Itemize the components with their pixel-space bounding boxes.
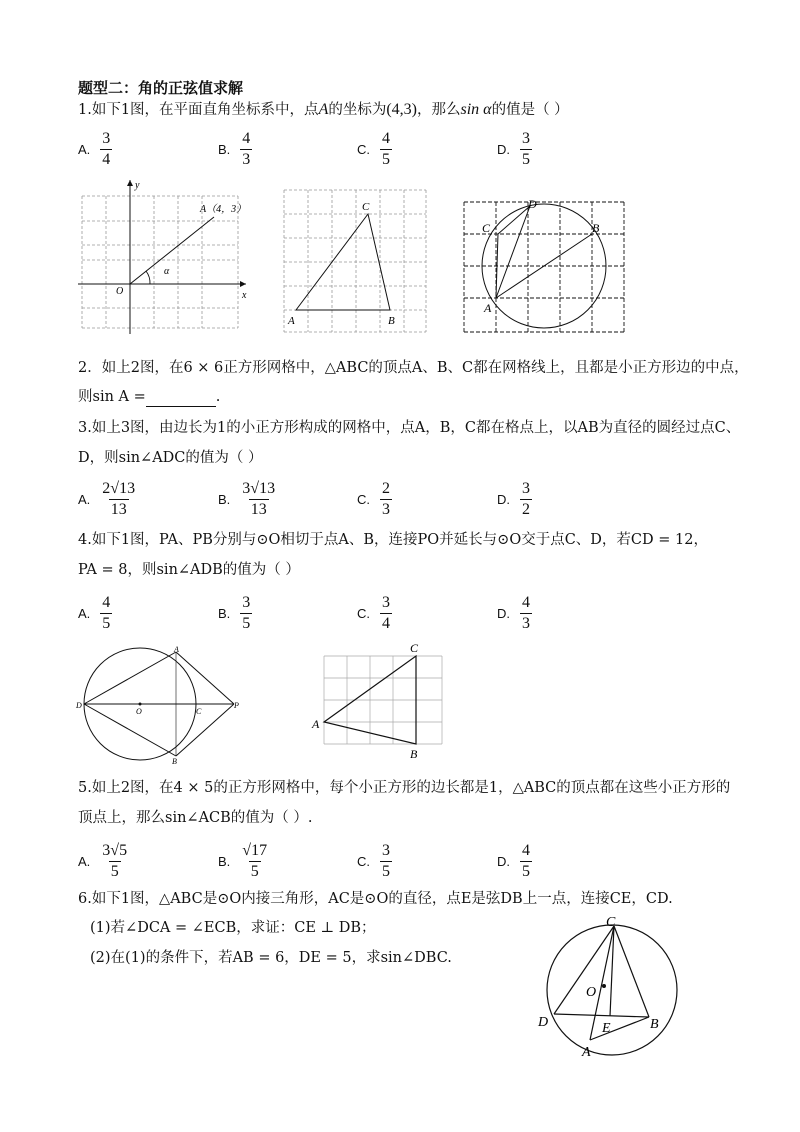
q1-option-a[interactable] <box>78 130 112 169</box>
option-letter: D. <box>497 854 510 869</box>
figure-6-inscribed-triangle <box>534 912 694 1062</box>
label-c: C <box>362 201 370 213</box>
option-fraction: $\frac{4}{5}$ <box>382 130 390 168</box>
option-fraction: $\frac{3}{4}$ <box>102 130 111 168</box>
grid-lines <box>284 190 426 332</box>
q2-line2-text: 则sin A = <box>78 389 146 405</box>
option-fraction: $\frac{2}{3}$ <box>382 480 390 518</box>
option-fraction: $\frac{3√5}{5}$ <box>102 842 128 880</box>
q1-option-c[interactable] <box>357 130 392 169</box>
figure-5-grid-triangle <box>310 638 446 762</box>
circle <box>547 925 677 1055</box>
q4-option-a[interactable] <box>78 594 112 633</box>
label-a: A <box>484 301 492 315</box>
option-letter: D. <box>497 142 510 157</box>
figure-1-coordinate-grid <box>78 178 253 335</box>
q4-line1: 4.如下1图，PA、PB分别与⊙O相切于点A、B，连接PO并延长与⊙O交于点C、D，若CD = 12， <box>78 532 708 548</box>
q4-option-b[interactable] <box>218 594 252 633</box>
option-letter: B. <box>218 142 231 157</box>
answer-blank[interactable] <box>146 392 216 407</box>
option-letter: B. <box>218 854 231 869</box>
label-c: C <box>606 915 616 930</box>
q5-option-c[interactable] <box>357 842 392 881</box>
q1-option-d[interactable] <box>497 130 532 169</box>
q5-line2: 顶点上，那么sin∠ACB的值为（ ）. <box>78 810 313 826</box>
segment-ab <box>590 1017 649 1040</box>
segment-ab <box>496 234 592 298</box>
option-letter: A. <box>78 142 91 157</box>
center-o <box>139 703 142 706</box>
option-fraction: $\frac{√17}{5}$ <box>242 842 268 880</box>
label-d: D <box>76 701 82 710</box>
label-x: x <box>242 290 247 301</box>
option-letter: C. <box>357 142 370 157</box>
label-c: C <box>410 641 419 655</box>
center-o <box>602 984 606 988</box>
option-fraction: $\frac{4}{5}$ <box>522 842 530 880</box>
grid-lines <box>324 656 442 744</box>
label-a: A <box>582 1045 591 1060</box>
q4-line2: PA = 8，则sin∠ADB的值为（ ） <box>78 562 300 578</box>
option-fraction: $\frac{3}{5}$ <box>242 594 251 632</box>
option-fraction: $\frac{3√13}{13}$ <box>242 480 276 518</box>
option-letter: D. <box>497 606 510 621</box>
angle-alpha-arc <box>146 271 150 284</box>
option-letter: C. <box>357 492 370 507</box>
q3-option-a[interactable] <box>78 480 137 519</box>
option-letter: C. <box>357 854 370 869</box>
q5-option-b[interactable] <box>218 842 269 881</box>
label-d: D <box>538 1015 549 1030</box>
option-fraction: $\frac{4}{3}$ <box>522 594 530 632</box>
q4-option-d[interactable] <box>497 594 532 633</box>
option-fraction: $\frac{3}{5}$ <box>522 130 530 168</box>
label-a: A <box>288 315 295 327</box>
option-letter: D. <box>497 492 510 507</box>
q6-part2: (2)在(1)的条件下，若AB = 6，DE = 5，求sin∠DBC. <box>90 950 452 966</box>
label-alpha: α <box>164 266 170 277</box>
q1-stem-a: 1.如下1图，在平面直角坐标系中，点 <box>78 102 319 118</box>
label-a: A <box>312 717 320 731</box>
label-b: B <box>592 221 600 235</box>
label-b: B <box>172 757 177 766</box>
label-p: P <box>234 701 239 710</box>
figure-2-grid-triangle <box>282 188 430 338</box>
x-axis-arrow <box>240 281 246 287</box>
option-fraction: $\frac{2√13}{13}$ <box>102 480 136 518</box>
q5-option-a[interactable] <box>78 842 129 881</box>
q3-option-c[interactable] <box>357 480 392 519</box>
section-title: 题型二：角的正弦值求解 <box>78 79 244 97</box>
label-a: A（4，3） <box>200 204 247 215</box>
option-fraction: $\frac{4}{3}$ <box>242 130 251 168</box>
option-fraction: $\frac{4}{5}$ <box>102 594 111 632</box>
option-fraction: $\frac{3}{5}$ <box>382 842 390 880</box>
label-b: B <box>388 315 395 327</box>
q1-stem <box>78 100 569 120</box>
label-y: y <box>135 180 140 191</box>
option-letter: A. <box>78 854 91 869</box>
option-fraction: $\frac{3}{4}$ <box>382 594 390 632</box>
tangent-pb <box>176 704 234 756</box>
q5-option-d[interactable] <box>497 842 532 881</box>
option-letter: A. <box>78 606 91 621</box>
q3-option-b[interactable] <box>218 480 277 519</box>
tangent-pa <box>176 652 234 704</box>
ray-oa <box>130 217 214 284</box>
q1-point: A <box>318 101 329 118</box>
y-axis-arrow <box>127 180 133 186</box>
segment-da <box>84 652 176 704</box>
label-c: C <box>482 221 491 235</box>
q1-stem-c: ，那么 <box>417 102 461 118</box>
label-d: D <box>528 197 537 211</box>
chord-db <box>554 1014 649 1017</box>
label-o: O <box>586 985 597 1000</box>
segment-cb <box>614 926 649 1017</box>
figure-4-circle-tangents <box>74 640 244 766</box>
label-o: O <box>116 286 124 297</box>
label-e: E <box>602 1021 611 1036</box>
q4-option-c[interactable] <box>357 594 392 633</box>
segment-db <box>84 704 176 756</box>
segment-ad <box>496 206 530 298</box>
option-letter: A. <box>78 492 91 507</box>
q1-stem-b: 的坐标为 <box>328 102 387 118</box>
q1-sin: sin α <box>460 101 492 118</box>
q1-option-b[interactable] <box>218 130 252 169</box>
option-letter: B. <box>218 606 231 621</box>
option-fraction: $\frac{3}{2}$ <box>522 480 530 518</box>
q2-line2-end: . <box>215 389 221 405</box>
q3-line1: 3.如上3图，由边长为1的小正方形构成的网格中，点A，B，C都在格点上，以AB为直径的圆经过点C、 <box>78 420 741 436</box>
q1-stem-d: 的值是（ ） <box>491 102 569 118</box>
q6-part1: (1)若∠DCA = ∠ECB，求证：CE ⊥ DB； <box>90 920 376 936</box>
q2-line2 <box>78 387 220 407</box>
q6-line1: 6.如下1图，△ABC是⊙O内接三角形，AC是⊙O的直径，点E是弦DB上一点，连接CE，CD. <box>78 891 673 907</box>
label-b: B <box>650 1017 659 1032</box>
label-c: C <box>196 707 202 716</box>
label-a: A <box>174 645 179 654</box>
label-o: O <box>136 707 142 716</box>
q2-line1: 2．如上2图，在6 × 6正方形网格中，△ABC的顶点A、B、C都在网格线上，且都是小正方形边的中点， <box>78 360 749 376</box>
figure-3-grid-circle <box>462 196 626 338</box>
q3-line2: D，则sin∠ADC的值为（ ） <box>78 450 263 466</box>
q3-option-d[interactable] <box>497 480 532 519</box>
q5-line1: 5.如上2图，在4 × 5的正方形网格中，每个小正方形的边长都是1，△ABC的顶点都在这些小正方形的 <box>78 780 731 796</box>
grid-lines <box>82 196 238 328</box>
option-letter: C. <box>357 606 370 621</box>
option-letter: B. <box>218 492 231 507</box>
label-b: B <box>410 747 418 761</box>
q1-coord: (4,3) <box>386 101 417 118</box>
